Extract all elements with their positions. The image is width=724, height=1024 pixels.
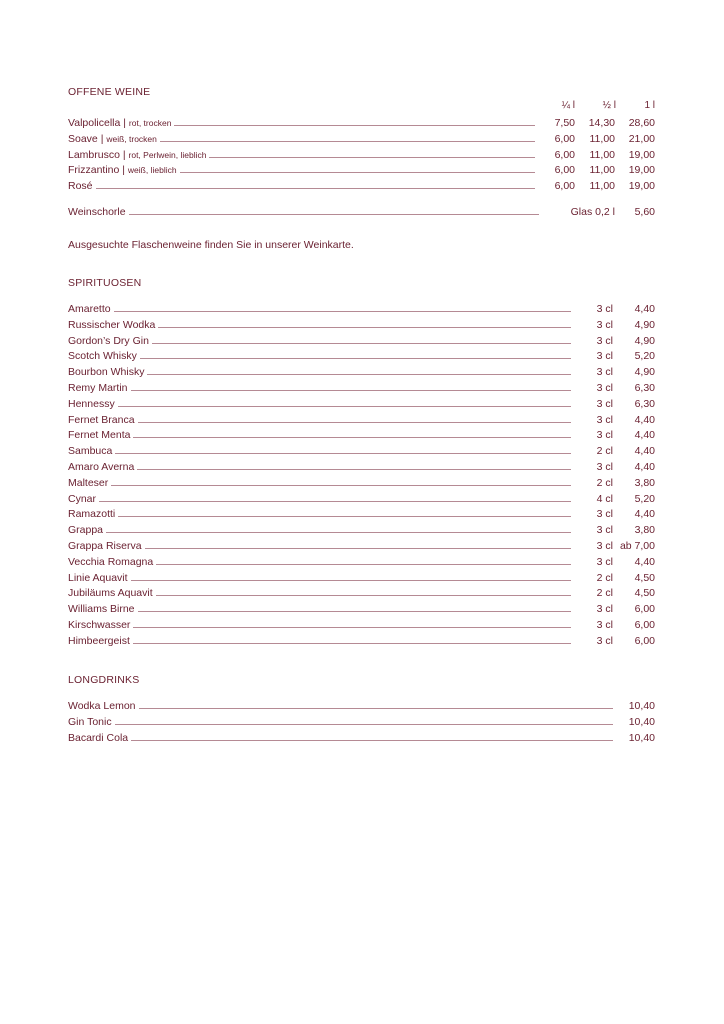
item-name: Jubiläums Aquavit	[68, 587, 153, 600]
price-liter: 19,00	[628, 164, 655, 177]
item-size: 2 cl	[596, 476, 613, 489]
item-size: 2 cl	[596, 445, 613, 458]
wine-name: Valpolicella	[68, 117, 121, 129]
leader-line	[152, 343, 571, 344]
spirit-row	[68, 319, 655, 335]
leader-line	[118, 406, 571, 407]
item-price: 10,40	[628, 700, 655, 712]
item-name: Hennessy	[68, 397, 115, 410]
item-price: 4,40	[634, 445, 655, 458]
spirit-row	[68, 619, 655, 635]
wine-description: weiß, lieblich	[127, 165, 177, 176]
item-size: 3 cl	[596, 318, 613, 331]
spirit-row	[68, 335, 655, 351]
leader-line	[140, 358, 571, 359]
price-half: 11,00	[589, 164, 615, 177]
separator: |	[120, 117, 129, 129]
item-name: Remy Martin	[68, 382, 128, 394]
wine-description: weiß, trocken	[106, 133, 157, 144]
longdrink-row	[68, 700, 655, 716]
item-name: Gin Tonic	[68, 715, 112, 728]
item-size: 3 cl	[596, 429, 613, 442]
spirit-row	[68, 461, 655, 477]
item-size: 3 cl	[596, 603, 613, 616]
item-price: 4,40	[634, 508, 655, 521]
item-size: 3 cl	[596, 555, 613, 568]
leader-line	[106, 532, 571, 533]
price-liter: 28,60	[628, 117, 655, 129]
spirit-row	[68, 572, 655, 588]
leader-line	[145, 548, 571, 549]
leader-line	[114, 311, 571, 312]
leader-line	[158, 327, 571, 328]
spirit-row	[68, 350, 655, 366]
section-title-spirits: SPIRITUOSEN	[68, 277, 142, 289]
leader-line	[131, 390, 571, 391]
wine-description: rot, Perlwein, lieblich	[128, 149, 207, 160]
item-price: 6,00	[634, 603, 655, 616]
spirit-row	[68, 445, 655, 461]
item-name	[68, 180, 93, 192]
leader-line	[174, 125, 535, 126]
spirit-row	[68, 414, 655, 430]
separator: |	[119, 164, 128, 177]
item-price: 5,60	[634, 206, 655, 218]
item-name: Ramazotti	[68, 508, 116, 521]
item-size: 3 cl	[596, 350, 613, 363]
wine-schorle-row	[68, 206, 655, 222]
item-name: Scotch Whisky	[68, 350, 137, 363]
spirit-row	[68, 493, 655, 509]
item-price: 4,90	[634, 318, 655, 331]
leader-line	[99, 501, 571, 502]
spirit-row	[68, 587, 655, 603]
item-name: Wodka Lemon	[68, 700, 136, 712]
leader-line	[133, 627, 571, 628]
item-name: Amaro Averna	[68, 461, 135, 473]
leader-line	[118, 516, 571, 517]
longdrink-row	[68, 732, 655, 748]
item-price: ab 7,00	[619, 540, 655, 552]
wine-name: Rosé	[68, 180, 93, 193]
wine-row	[68, 149, 655, 165]
spirit-row	[68, 508, 655, 524]
wine-row	[68, 164, 655, 180]
item-price: 3,80	[634, 524, 655, 537]
item-name	[68, 149, 206, 161]
item-size: 3 cl	[596, 366, 613, 379]
header-half-liter: ½ l	[602, 100, 616, 111]
price-liter: 19,00	[628, 148, 655, 161]
item-price: 4,40	[634, 555, 655, 568]
item-name: Gordon’s Dry Gin	[68, 334, 149, 347]
wine-row	[68, 180, 655, 196]
item-name: Linie Aquavit	[68, 571, 128, 584]
item-name: Vecchia Romagna	[68, 555, 154, 568]
spirit-row	[68, 603, 655, 619]
price-quarter: 6,00	[554, 148, 575, 161]
price-quarter: 7,50	[554, 117, 575, 129]
wine-note: Ausgesuchte Flaschenweine finden Sie in unserer Weinkarte.	[68, 239, 354, 251]
item-name: Grappa Riserva	[68, 540, 142, 552]
item-size: 3 cl	[596, 461, 613, 473]
item-price: 6,00	[634, 619, 655, 631]
item-size: 3 cl	[596, 634, 613, 647]
item-price: 4,40	[634, 413, 655, 426]
item-price: 4,50	[634, 587, 655, 600]
spirit-row	[68, 540, 655, 556]
price-quarter: 6,00	[554, 132, 575, 145]
item-price: 10,40	[628, 715, 655, 728]
leader-line	[131, 740, 613, 741]
item-price: 4,40	[634, 429, 655, 442]
price-liter: 19,00	[628, 180, 655, 193]
spirit-row	[68, 366, 655, 382]
spirit-row	[68, 398, 655, 414]
item-size: 3 cl	[596, 334, 613, 347]
item-size: 3 cl	[596, 303, 613, 315]
section-title-wine: OFFENE WEINE	[68, 86, 151, 98]
item-size: 2 cl	[596, 587, 613, 600]
leader-line	[156, 595, 571, 596]
item-price: 3,80	[634, 476, 655, 489]
item-price: 4,90	[634, 334, 655, 347]
longdrink-row	[68, 716, 655, 732]
item-size: Glas 0,2 l	[570, 206, 615, 218]
item-price: 6,30	[634, 382, 655, 394]
leader-line	[209, 157, 535, 158]
item-name: Russischer Wodka	[68, 318, 156, 331]
item-name: Kirschwasser	[68, 619, 131, 631]
separator: |	[119, 148, 129, 161]
leader-line	[115, 453, 571, 454]
item-name: Fernet Branca	[68, 413, 135, 426]
leader-line	[139, 708, 613, 709]
leader-line	[96, 188, 535, 189]
item-size: 3 cl	[596, 508, 613, 521]
item-size: 2 cl	[596, 571, 613, 584]
leader-line	[138, 611, 571, 612]
price-half: 11,00	[589, 180, 615, 193]
item-size: 3 cl	[596, 619, 613, 631]
leader-line	[138, 422, 571, 423]
leader-line	[115, 724, 613, 725]
item-size: 3 cl	[596, 413, 613, 426]
wine-name: Lambrusco	[68, 148, 120, 161]
wine-description: rot, trocken	[128, 118, 172, 128]
item-name: Himbeergeist	[68, 634, 130, 647]
item-price: 5,20	[634, 492, 655, 505]
item-name: Amaretto	[68, 303, 111, 315]
leader-line	[111, 485, 571, 486]
separator: |	[97, 132, 107, 145]
item-price: 5,20	[634, 350, 655, 363]
leader-line	[129, 214, 539, 215]
spirit-row	[68, 524, 655, 540]
item-size: 3 cl	[596, 382, 613, 394]
item-price: 4,50	[634, 571, 655, 584]
section-title-longdrinks: LONGDRINKS	[68, 674, 140, 686]
item-price: 4,90	[634, 366, 655, 379]
leader-line	[160, 141, 535, 142]
item-name: Sambuca	[68, 445, 113, 458]
price-half: 11,00	[589, 132, 615, 145]
header-quarter-liter: ¼ l	[561, 100, 575, 111]
item-name: Bacardi Cola	[68, 731, 129, 744]
leader-line	[133, 643, 571, 644]
item-name: Cynar	[68, 492, 97, 505]
spirit-row	[68, 635, 655, 651]
leader-line	[131, 580, 571, 581]
price-half: 14,30	[588, 117, 615, 129]
header-one-liter: 1 l	[644, 100, 655, 111]
leader-line	[137, 469, 571, 470]
price-half: 11,00	[589, 148, 615, 161]
price-liter: 21,00	[628, 132, 655, 145]
wine-name: Frizzantino	[68, 164, 120, 177]
item-price: 10,40	[628, 731, 655, 744]
wine-row	[68, 117, 655, 133]
leader-line	[156, 564, 571, 565]
item-price: 6,30	[634, 397, 655, 410]
item-name: Malteser	[68, 476, 109, 489]
item-size: 3 cl	[596, 540, 613, 552]
item-price: 4,40	[634, 461, 655, 473]
price-quarter: 6,00	[554, 164, 575, 177]
item-name	[68, 133, 157, 145]
leader-line	[180, 172, 535, 173]
item-name: Weinschorle	[68, 206, 126, 218]
spirit-row	[68, 556, 655, 572]
item-size: 3 cl	[596, 397, 613, 410]
item-name: Grappa	[68, 524, 104, 537]
item-size: 4 cl	[596, 492, 613, 505]
spirit-row	[68, 303, 655, 319]
item-size: 3 cl	[596, 524, 613, 537]
item-name	[68, 164, 177, 176]
item-price: 4,40	[634, 303, 655, 315]
spirit-row	[68, 382, 655, 398]
leader-line	[147, 374, 571, 375]
wine-name: Soave	[68, 132, 98, 145]
item-name	[68, 117, 171, 129]
item-name: Williams Birne	[68, 603, 135, 616]
leader-line	[133, 437, 571, 438]
item-name: Fernet Menta	[68, 429, 131, 442]
item-price: 6,00	[634, 634, 655, 647]
wine-row	[68, 133, 655, 149]
price-quarter: 6,00	[554, 180, 575, 193]
spirit-row	[68, 429, 655, 445]
item-name: Bourbon Whisky	[68, 366, 145, 379]
spirit-row	[68, 477, 655, 493]
